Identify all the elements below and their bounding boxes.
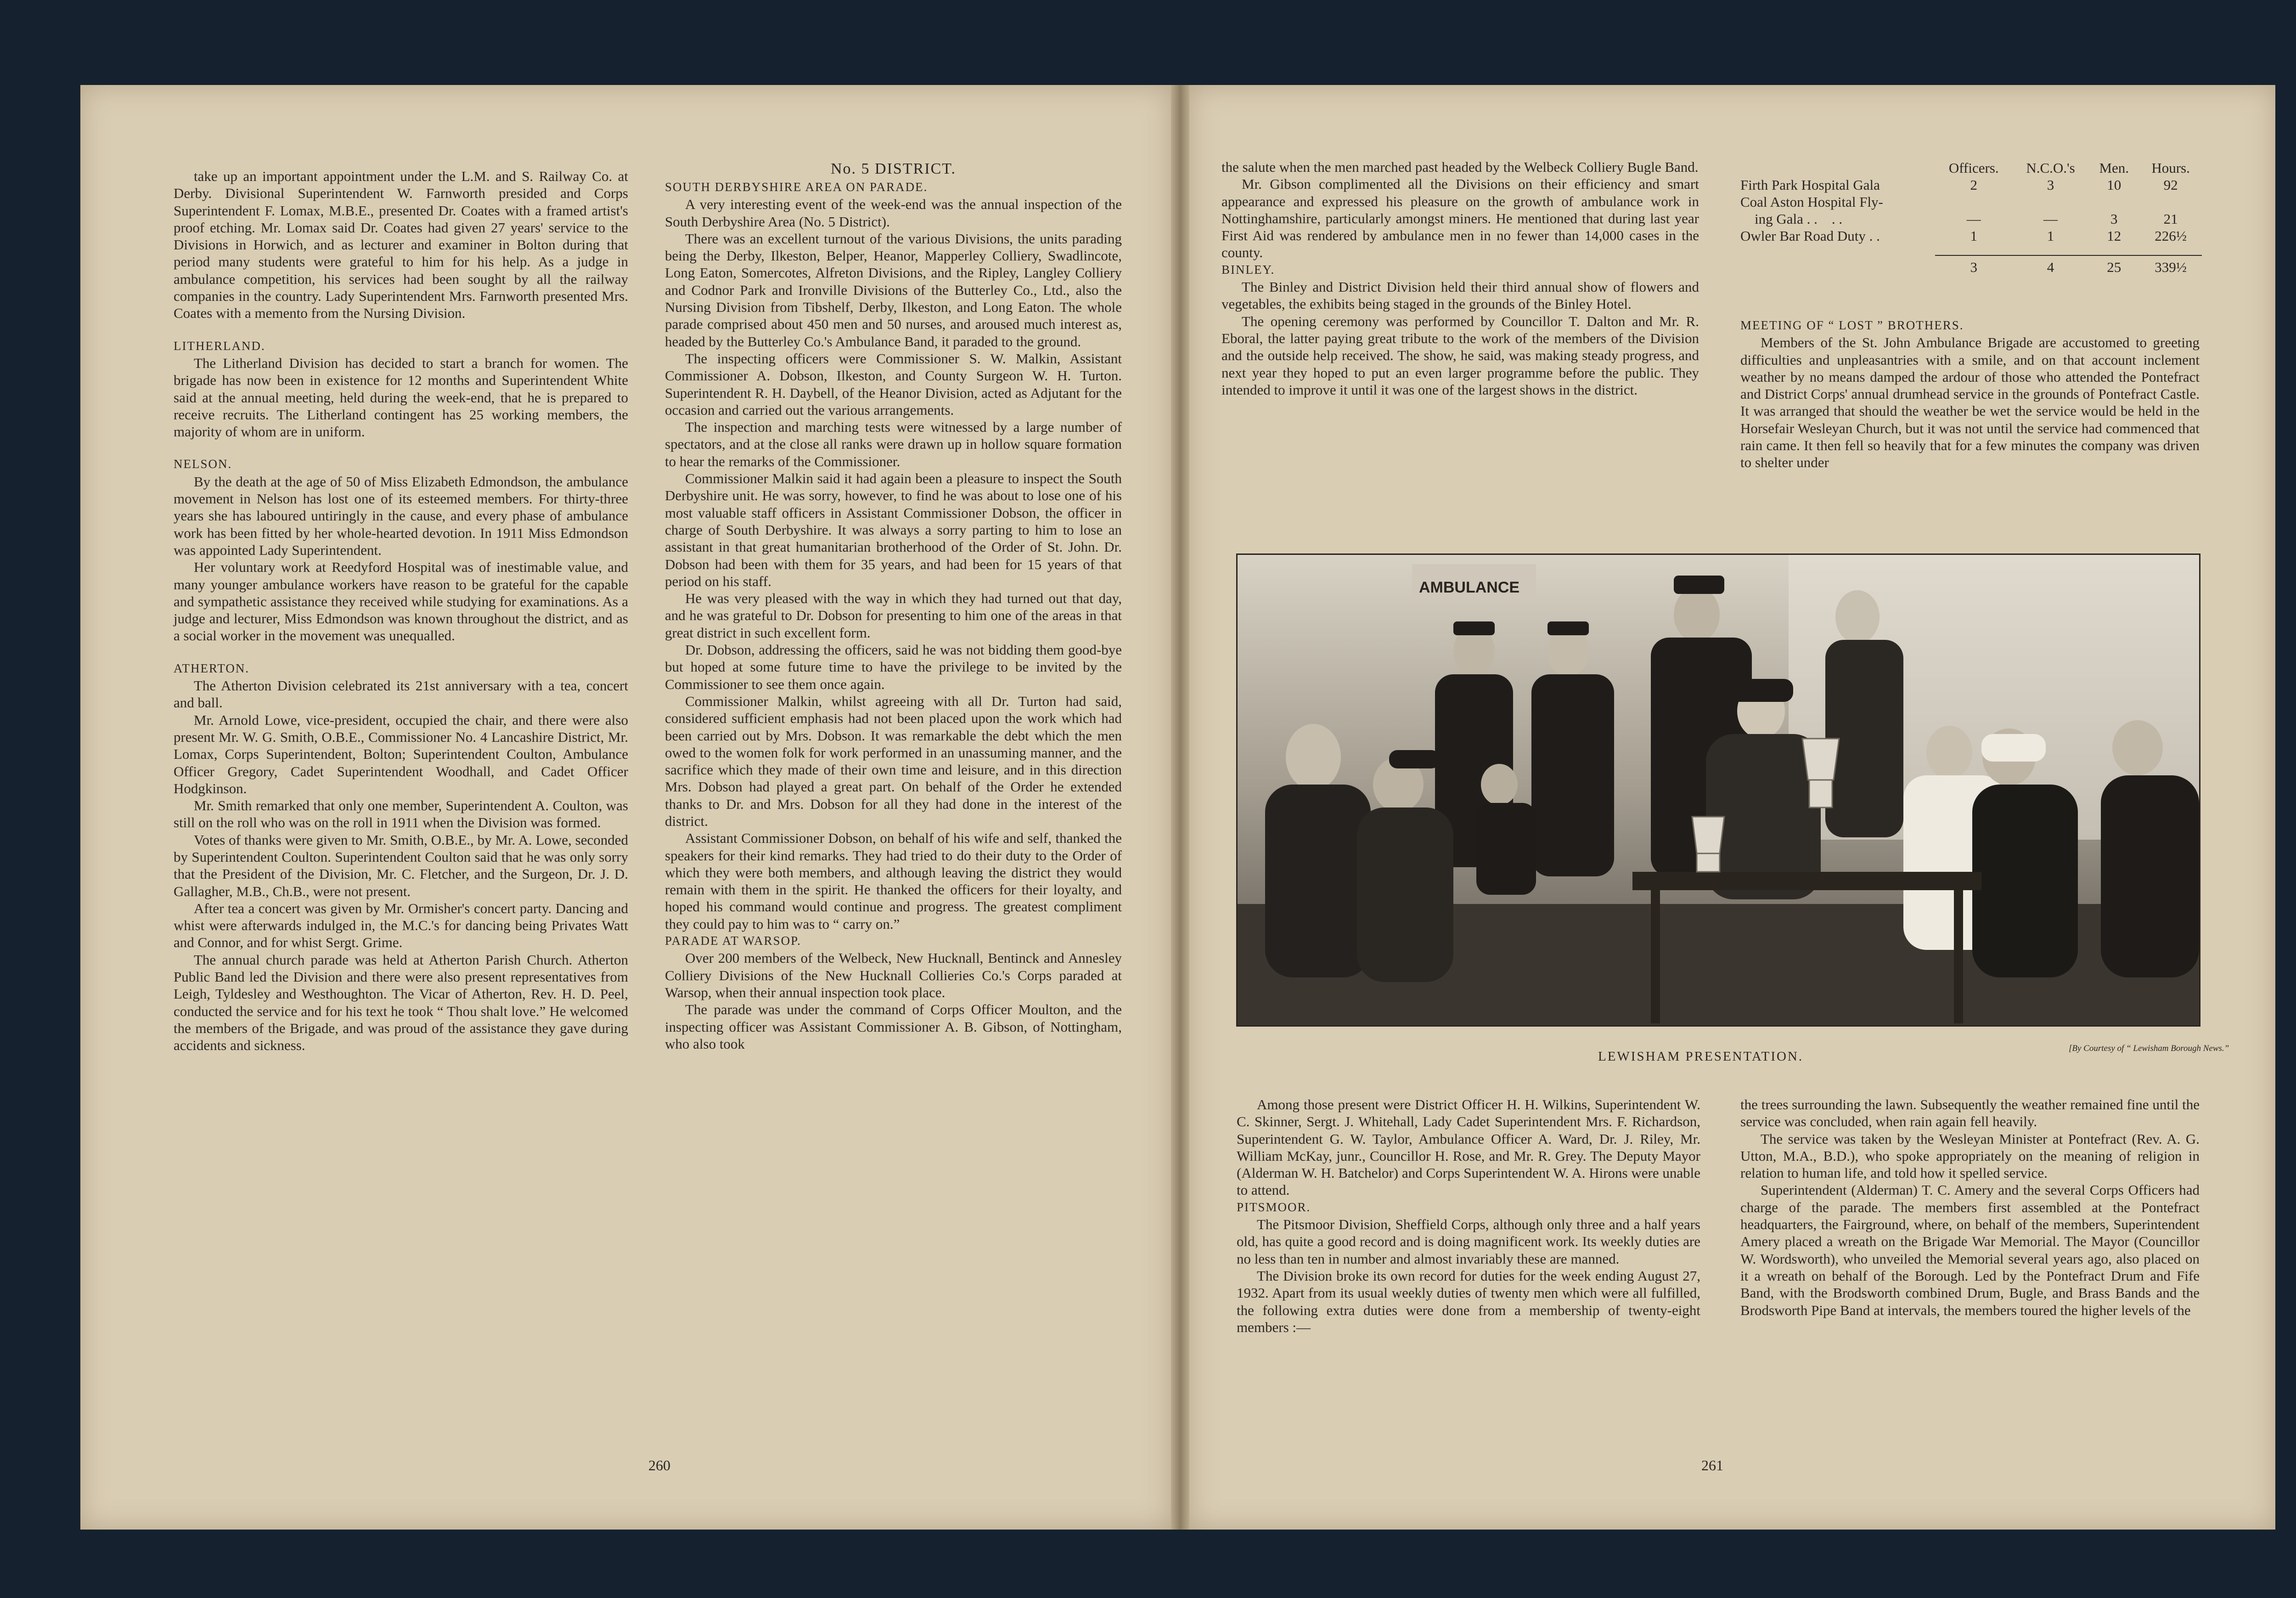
district-title: No. 5 DISTRICT. (830, 160, 957, 177)
table-cell: 12 (2107, 228, 2122, 244)
section-heading: PITSMOOR. (1237, 1200, 1311, 1214)
paragraph: A very interesting event of the week-end was the annual inspection of the South Derbyshire Area (No. 5 District). (665, 196, 1122, 230)
section-heading: NELSON. (174, 457, 232, 471)
table-row-label: Owler Bar Road Duty (1740, 228, 1866, 244)
paragraph: Over 200 members of the Welbeck, New Hucknall, Bentinck and Annesley Colliery Divisions of the New Hucknall Collieries Co.'s Corps paraded at Warsop, when their annual inspection took place. (665, 950, 1122, 1000)
table-cell: — (2043, 211, 2058, 227)
paragraph: The inspecting officers were Commissioner S. W. Malkin, Assistant Commissioner A. Dobson, Ilkeston, and County Surgeon W. H. Turton. Superintendent R. H. Daybell, of the Heanor Division, acted as Adjutant for the occasion and carried out the various arrangements. (665, 350, 1122, 418)
section-heading: SOUTH DERBYSHIRE AREA ON PARADE. (665, 180, 928, 194)
table-row (1736, 227, 2202, 244)
paragraph: The opening ceremony was performed by Councillor T. Dalton and Mr. R. Eboral, the latter paying great tribute to the work of the members of the Division and the outside help received. The show, he said, was making steady progress, and next year they hoped to put an even larger programme before the public. They intended to improve it until it was one of the largest shows in the district. (1221, 313, 1699, 398)
table-total-cell: 3 (1970, 259, 1977, 275)
paragraph: The inspection and marching tests were witnessed by a large number of spectators, and at the close all ranks were drawn up in hollow square formation to hear the remarks of the Commissioner. (665, 419, 1122, 469)
table-header-cell: Officers. (1948, 160, 1999, 176)
paragraph-spacer (174, 644, 628, 660)
table-cell: 21 (2163, 211, 2178, 227)
section-heading: ATHERTON. (174, 661, 250, 675)
table-row (1736, 210, 2202, 227)
paragraph: Commissioner Malkin, whilst agreeing with all Dr. Turton had said, considered sufficient emphasis had not been placed upon the work which had been carried out by Mrs. Dobson. It was remarkable the debt which the men owed to the women folk for work performed in an unassuming manner, and the sacrifice which they made of their own time and leisure, and in this direction Mrs. Dobson had played a great part. On behalf of the Order he extended thanks to Dr. and Mrs. Dobson for all they had done in the interest of the district. (665, 693, 1122, 829)
paragraph: After tea a concert was given by Mr. Ormisher's concert party. Dancing and whist were afterwards indulged in, the M.C.'s for dancing being Privates Watt and Connor, and for whist Sergt. Grime. (174, 900, 628, 951)
paragraph: The annual church parade was held at Atherton Parish Church. Atherton Public Band led the Division and there were also present representatives from Leigh, Tyldesley and Westhoughton. The Vicar of Atherton, Rev. H. D. Peel, conducted the service and for his text he took “ Thou shalt love.” He welcomed the members of the Brigade, and was proud of the assistance they gave during accidents and sickness. (174, 951, 628, 1054)
table-row-label: ing Gala (1740, 211, 1803, 227)
paragraph-spacer (174, 322, 628, 338)
photo-illustration (1238, 555, 2199, 1025)
table-cell: 92 (2163, 177, 2178, 193)
table-cell (2013, 193, 2089, 210)
section-heading: MEETING OF “ LOST ” BROTHERS. (1740, 318, 1964, 332)
table-cell (2139, 193, 2202, 210)
paragraph: Her voluntary work at Reedyford Hospital was of inestimable value, and many younger ambulance workers have reason to be grateful for the capable and sympathetic assistance they received while studying for examinations. As a judge and lecturer, Miss Edmondson was known throughout the district, and as a social worker in the movement was unequalled. (174, 559, 628, 644)
book-gutter (1171, 85, 1189, 1530)
paragraph: Members of the St. John Ambulance Brigade are accustomed to greeting difficulties and unpleasantries with a smile, and on that account inclement weather by no means damped the ardour of those who attended the Pontefract and District Corps' annual drumhead service in the grounds of Pontefract Castle. It was arranged that should the weather be wet the service would be held in the Horsefair Wesleyan Church, but it was not until the service had commenced that rain came. It then fell so heavily that for a few minutes the company was driven to shelter under (1740, 334, 2200, 471)
left-column-1 (174, 168, 628, 1054)
paragraph-spacer (174, 440, 628, 456)
right-column-1-top (1221, 158, 1699, 398)
paragraph: Dr. Dobson, addressing the officers, said he was not bidding them good-bye but hoped at some future time to have the privilege to be invited by the Commissioner to see them once again. (665, 642, 1122, 692)
table-header-cell: N.C.O.'s (2026, 160, 2075, 176)
pitsmoor-duties-table (1736, 159, 2202, 278)
paragraph: Commissioner Malkin said it had again been a pleasure to inspect the South Derbyshire unit. He was sorry, however, to find he was about to lose one of his most valuable staff officers in Assistant Commissioner Dobson, the officer in charge of South Derbyshire. It was always a sorry parting to him to lose an assistant in that great humanitarian brotherhood of the Order of St. John. Dr. Dobson had been with them for 35 years, and had been for 15 years of that period on his staff. (665, 470, 1122, 589)
table-header-row (1736, 159, 2202, 176)
table-total-cell: 25 (2107, 259, 2122, 275)
paragraph: The parade was under the command of Corps Officer Moulton, and the inspecting officer was Assistant Commissioner A. B. Gibson, of Nottingham, who also took (665, 1001, 1122, 1052)
lewisham-presentation-photo (1236, 553, 2200, 1027)
paragraph: By the death at the age of 50 of Miss Elizabeth Edmondson, the ambulance movement in Nelson has lost one of its esteemed members. For thirty-three years she has laboured untiringly in the cause, and every phase of ambulance work has been fitted by her whole-hearted devotion. In 1911 Miss Edmondson was appointed Lady Superintendent. (174, 473, 628, 558)
table-cell: 1 (1970, 228, 1977, 244)
paragraph: The Binley and District Division held their third annual show of flowers and vegetables, the exhibits being staged in the grounds of the Binley Hotel. (1221, 279, 1699, 312)
table-row (1736, 193, 2202, 210)
right-column-2-top (1740, 317, 2200, 471)
table-header-cell: Men. (2099, 160, 2129, 176)
paragraph: The service was taken by the Wesleyan Minister at Pontefract (Rev. A. G. Utton, M.A., B.D.), who spoke appropriately on the meaning of religion in relation to human life, and told how it spelled service. (1740, 1130, 2200, 1181)
table-total-cell: 4 (2047, 259, 2054, 275)
table-cell: 3 (2110, 211, 2118, 227)
table-row-label: Coal Aston Hospital Fly- (1740, 194, 1883, 210)
table-cell: 3 (2047, 177, 2054, 193)
table-row (1736, 176, 2202, 193)
table-header-cell: Hours. (2151, 160, 2190, 176)
paragraph: He was very pleased with the way in which they had turned out that day, and he was grateful to Dr. Dobson for presenting to him one of the areas in that great district in such excellent form. (665, 590, 1122, 641)
paragraph: The Atherton Division celebrated its 21st anniversary with a tea, concert and ball. (174, 678, 628, 711)
table-cell: — (1966, 211, 1981, 227)
table-cell: 1 (2047, 228, 2054, 244)
paragraph: Votes of thanks were given to Mr. Smith, O.B.E., by Mr. A. Lowe, seconded by Superintendent Coulton. Superintendent Coulton said that he was only sorry that the President of the Division, Mr. C. Fletcher, and the Surgeon, Dr. J. D. Gallagher, M.B., Ch.B., were not present. (174, 831, 628, 899)
paragraph: Mr. Smith remarked that only one member, Superintendent A. Coulton, was still on the roll who was on the roll in 1911 when the Division was formed. (174, 797, 628, 831)
paragraph: The Litherland Division has decided to start a branch for women. The brigade has now been in existence for 12 months and Superintendent White said at the annual meeting, held during the week-end, that he is prepared to receive recruits. The Litherland contingent has 25 working members, the majority of whom are in uniform. (174, 355, 628, 440)
right-column-1-bottom (1237, 1096, 1700, 1336)
table-total-cell: 339½ (2155, 259, 2187, 275)
table-row-dots: . . (1869, 228, 1880, 244)
paragraph: Among those present were District Officer H. H. Wilkins, Superintendent W. C. Skinner, Sergt. J. Whitehall, Lady Cadet Superintendent Mrs. F. Richardson, Superintendent G. W. Taylor, Ambulance Officer A. Ward, Dr. J. Riley, Mr. William McKay, junr., Councillor H. Rose, and Mr. R. Grey. The Deputy Mayor (Alderman W. H. Batchelor) and Corps Superintendent W. A. Hirons were unable to attend. (1237, 1096, 1700, 1198)
photo-sign-text: AMBULANCE (1419, 579, 1520, 596)
paragraph: the trees surrounding the lawn. Subsequently the weather remained fine until the service was concluded, when rain again fell heavily. (1740, 1096, 2200, 1130)
right-column-2-bottom (1740, 1096, 2200, 1319)
paragraph: The Division broke its own record for duties for the week ending August 27, 1932. Apart from its usual weekly duties of twenty men which were all fulfilled, the following extra duties were done from a membership of twenty-eight members :— (1237, 1267, 1700, 1335)
left-column-2 (665, 159, 1122, 1052)
photo-caption: LEWISHAM PRESENTATION. (1598, 1049, 1804, 1064)
table-cell (1935, 193, 2013, 210)
paragraph: The Pitsmoor Division, Sheffield Corps, although only three and a half years old, has quite a good record and is doing magnificent work. Its weekly duties are no less than ten in number and almost invariably these are manned. (1237, 1216, 1700, 1267)
photo-credit: [By Courtesy of “ Lewisham Borough News.” (2069, 1044, 2229, 1053)
page-number-left: 260 (648, 1457, 670, 1474)
table-cell: 10 (2107, 177, 2122, 193)
table-totals-row (1736, 255, 2202, 278)
table-cell: 2 (1970, 177, 1977, 193)
table-cell: 226½ (2155, 228, 2187, 244)
paragraph: Mr. Gibson complimented all the Divisions on their efficiency and smart appearance and expressed his pleasure on the growth of ambulance work in Nottinghamshire, particularly amongst miners. He mentioned that during last year First Aid was rendered by ambulance men in no fewer than 14,000 cases in the county. (1221, 176, 1699, 261)
page-number-right: 261 (1701, 1457, 1723, 1474)
paragraph: Superintendent (Alderman) T. C. Amery and the several Corps Officers had charge of the parade. The members first assembled at the Pontefract headquarters, the Fairground, where, on behalf of the members, Superintendent Amery placed a wreath on the Brigade War Memorial. The Mayor (Councillor W. Wordsworth), who unveiled the Memorial several years ago, also placed on it a wreath on behalf of the Borough. Led by the Pontefract Drum and Fife Band, with the Brodsworth combined Drum, Bugle, and Brass Bands and the Brodsworth Pipe Band at intervals, the members toured the higher levels of the (1740, 1182, 2200, 1318)
paragraph: There was an excellent turnout of the various Divisions, the units parading being the Derby, Ilkeston, Belper, Heanor, Mapperley Colliery, Swadlincote, Long Eaton, Somercotes, Alfreton Divisions, and the Ripley, Langley Colliery and Codnor Park and Ironville Divisions of the Butterley Co., Ltd., also the Nursing Division from Tibshelf, Derby, Ilkeston, and Long Eaton. The whole parade comprised about 450 men and 50 nurses, and aroused much interest as, headed by the Butterley Co.'s Ambulance Band, it paraded to the ground. (665, 230, 1122, 350)
section-heading: BINLEY. (1221, 262, 1275, 277)
paragraph: the salute when the men marched past headed by the Welbeck Colliery Bugle Band. (1221, 159, 1699, 175)
table-row-dots: . . . . (1806, 211, 1843, 227)
paragraph: Mr. Arnold Lowe, vice-president, occupied the chair, and there were also present Mr. W. G. Smith, O.B.E., Commissioner No. 4 Lancashire District, Mr. Lomax, Corps Superintendent, Bolton; Superintendent Coulton, Ambulance Officer Gregory, Cadet Superintendent Woodhall, and Cadet Officer Hodgkinson. (174, 711, 628, 796)
table-row-label: Firth Park Hospital Gala (1740, 177, 1880, 193)
section-heading: PARADE AT WARSOP. (665, 934, 801, 948)
paragraph: Assistant Commissioner Dobson, on behalf of his wife and self, thanked the speakers for their kind remarks. They had tried to do their duty to the Order of which they were both members, and although leaving the district they would remain with them in the spirit. He thanked the officers for their loyalty, and hoped his command would continue and progress. The greatest compliment they could pay to him was to “ carry on.” (665, 830, 1122, 932)
table-cell (2088, 193, 2139, 210)
paragraph: take up an important appointment under the L.M. and S. Railway Co. at Derby. Divisional Superintendent W. Farnworth presided and Corps Superintendent F. Lomax, M.B.E., presented Dr. Coates with a framed artist's proof etching. Mr. Lomax said Dr. Coates had given 27 years' service to the Divisions in Horwich, and as lecturer and examiner in Bolton during that period many students were grateful to him for his help. As a judge in ambulance competition, his services had been sought by all the railway companies in the country. Lady Superintendent Mrs. Farnworth presented Mrs. Coates with a memento from the Nursing Division. (174, 168, 628, 322)
section-heading: LITHERLAND. (174, 339, 265, 353)
